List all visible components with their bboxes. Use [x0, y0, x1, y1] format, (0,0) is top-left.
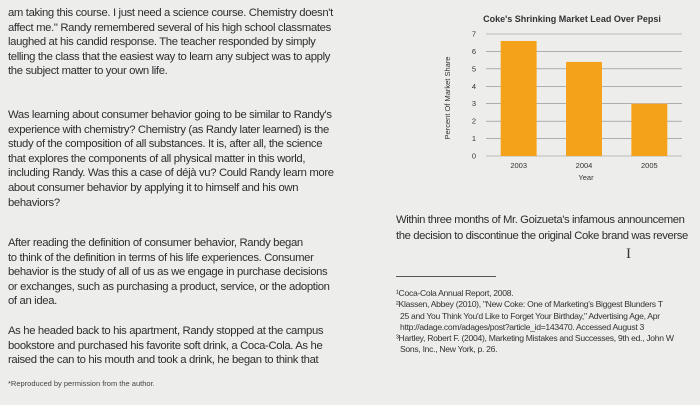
- text-cursor-icon: I: [626, 246, 631, 262]
- reference-line: Sons, Inc., New York, p. 26.: [400, 344, 498, 355]
- text-line: about consumer behavior by applying it to himself and his own: [8, 181, 299, 194]
- reference-line: ¹Coca-Cola Annual Report, 2008.: [396, 288, 514, 298]
- text-line: bookstore and purchased his favorite soft drink, a Coca-Cola. As he: [8, 339, 323, 352]
- body-paragraph-right: [396, 212, 700, 244]
- body-paragraph-1: [8, 6, 333, 79]
- y-tick-label: 7: [471, 29, 477, 39]
- text-line: including Randy. Was this a case of déjà vu? Could Randy learn more: [8, 167, 334, 180]
- text-line: experience with chemistry? Chemistry (as Randy later learned) is the: [8, 123, 329, 136]
- text-line: behaviors?: [8, 196, 60, 209]
- reference-line: 25 and You Think You'd Like to Forget Your Birthday," Advertising Age, Apr: [400, 310, 660, 321]
- text-line: As he headed back to his apartment, Randy stopped at the campus: [8, 325, 324, 337]
- text-line: am taking this course. I just need a science course. Chemistry doesn't: [8, 7, 333, 19]
- bar-2004: [566, 62, 602, 156]
- y-tick-label: 6: [471, 46, 477, 56]
- footnote-divider: [396, 276, 496, 277]
- market-share-bar-chart: [440, 6, 700, 186]
- reference-line: ²Klassen, Abbey (2010), "New Coke: One of Marketing's Biggest Blunders T: [396, 299, 663, 310]
- body-paragraph-3: [8, 236, 330, 309]
- text-line: that explores the components of all physical matter in this world,: [8, 152, 306, 165]
- y-axis-title: Percent Of Market Share: [443, 56, 452, 140]
- bar-2003: [501, 41, 537, 156]
- y-tick-label: 1: [471, 134, 477, 144]
- y-tick-label: 2: [471, 116, 477, 126]
- text-line: study of the composition of all substances. It is, after all, the science: [8, 138, 323, 151]
- text-line: or exchanges, such as purchasing a product, service, or the adoption: [8, 280, 330, 293]
- x-tick-label: 2005: [640, 161, 658, 170]
- text-line: to think of the definition in terms of his life experiences. Consumer: [8, 251, 314, 264]
- y-tick-label: 5: [471, 64, 477, 74]
- text-line: telling the class that the easiest way to learn any subject was to apply: [8, 50, 331, 63]
- text-line: Within three months of Mr. Goizueta's infamous announcemen: [396, 214, 685, 226]
- text-line: the subject matter to your own life.: [8, 65, 168, 78]
- text-line: of an idea.: [8, 295, 57, 308]
- text-line: laughed at his candid response. The teacher responded by simply: [8, 36, 316, 49]
- text-line: affect me." Randy remembered several of his high school classmates: [8, 21, 331, 34]
- text-line: Was learning about consumer behavior going to be similar to Randy's: [8, 109, 332, 121]
- reference-line: ³Hartley, Robert F. (2004), Marketing Mistakes and Successes, 9th ed., John W: [396, 333, 674, 344]
- y-tick-labels: [472, 30, 476, 161]
- permission-footnote: *Reproduced by permission from the author.: [8, 379, 155, 388]
- y-tick-label: 3: [471, 99, 477, 109]
- body-paragraph-4: [8, 324, 323, 368]
- text-line: behavior is the study of all of us as we engage in purchase decisions: [8, 266, 328, 279]
- text-line: the decision to discontinue the original Coke brand was reverse: [396, 230, 688, 242]
- reference-list: [396, 288, 700, 356]
- chart-title: Coke's Shrinking Market Lead Over Pepsi: [483, 14, 661, 24]
- text-line: After reading the definition of consumer behavior, Randy began: [8, 237, 303, 249]
- bar-2005: [631, 104, 667, 156]
- x-tick-label: 2003: [510, 161, 528, 170]
- reference-line: http://adage.com/adages/post?article_id=143470. Accessed August 3: [400, 321, 644, 332]
- x-axis-title: Year: [578, 173, 594, 182]
- chart-bars: [501, 41, 668, 156]
- y-tick-label: 4: [471, 81, 477, 91]
- x-tick-labels: [510, 161, 657, 170]
- y-tick-label: 0: [471, 151, 477, 161]
- text-line: raised the can to his mouth and took a drink, he began to think that: [8, 354, 319, 367]
- body-paragraph-2: [8, 108, 334, 210]
- x-tick-label: 2004: [575, 161, 593, 170]
